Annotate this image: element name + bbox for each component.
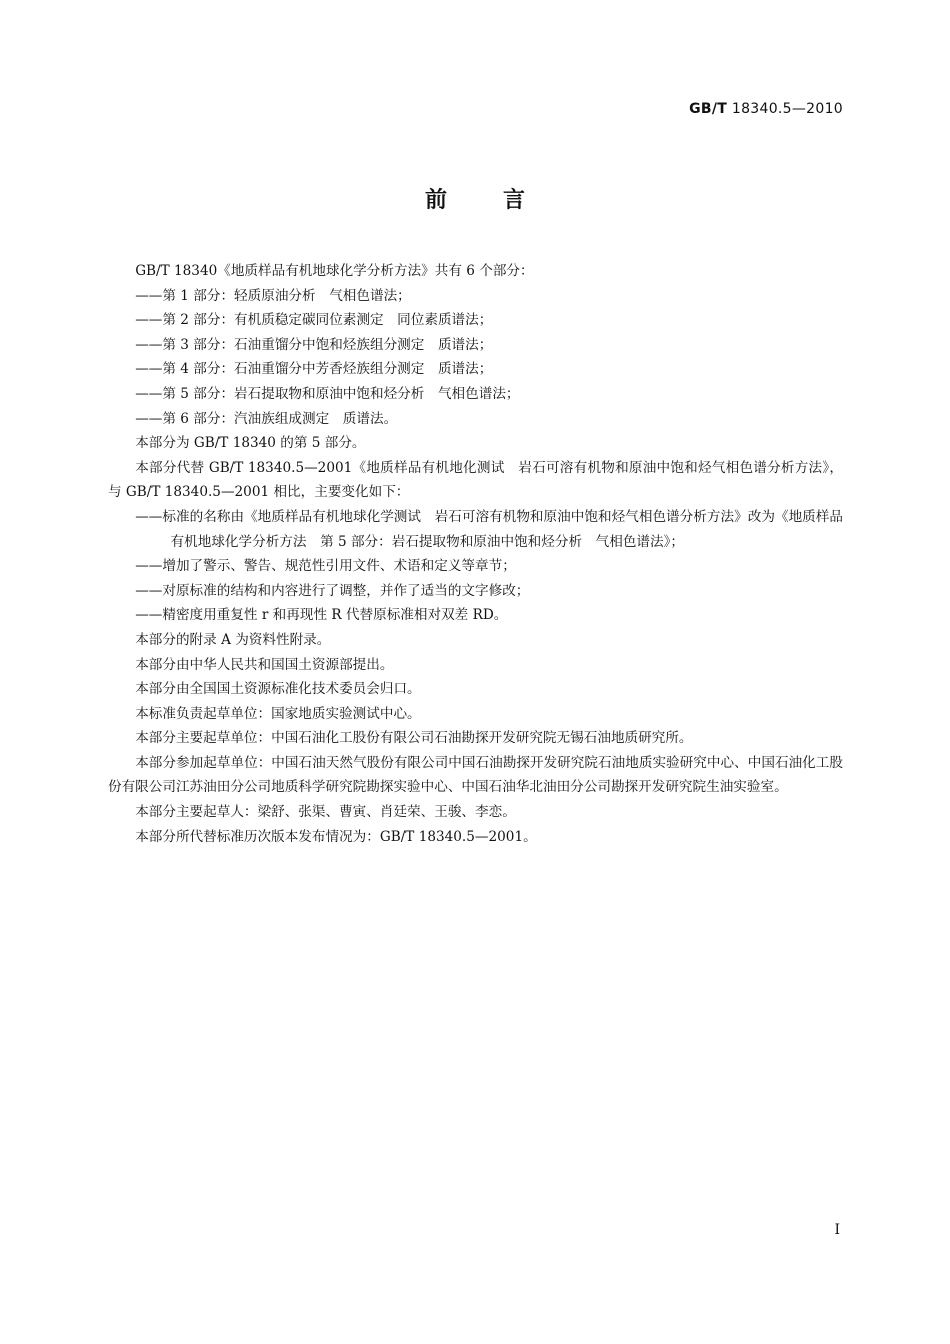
standard-code-prefix: GB/T — [689, 101, 728, 117]
list-item: ——第 2 部分：有机质稳定碳同位素测定 同位素质谱法； — [135, 312, 493, 329]
list-item: ——标准的名称由《地质样品有机地球化学测试 岩石可溶有机物和原油中饱和烃气相色谱分析方法》改为《地质样品有机地球化学分析方法 第 5 部分：岩石提取物和原油中饱和烃分析 气相色谱法》； — [135, 508, 843, 550]
paragraph: 本部分为 GB/T 18340 的第 5 部分。 — [135, 435, 366, 452]
standard-code-number: 18340.5—2010 — [731, 101, 843, 117]
list-item: ——第 4 部分：石油重馏分中芳香烃族组分测定 质谱法； — [135, 361, 493, 378]
list-item: ——对原标准的结构和内容进行了调整，并作了适当的文字修改； — [135, 582, 530, 599]
paragraph: 本部分由中华人民共和国国土资源部提出。 — [135, 656, 394, 673]
list-item: ——第 3 部分：石油重馏分中饱和烃族组分测定 质谱法； — [135, 336, 493, 353]
page-title: 前言 — [424, 188, 581, 213]
paragraph: 本标准负责起草单位：国家地质实验测试中心。 — [135, 705, 421, 722]
paragraph: 本部分主要起草人：梁舒、张渠、曹寅、肖廷荣、王骏、李恋。 — [135, 804, 516, 821]
list-item: ——第 5 部分：岩石提取物和原油中饱和烃分析 气相色谱法； — [135, 385, 520, 402]
list-item: ——第 1 部分：轻质原油分析 气相色谱法； — [135, 287, 411, 304]
paragraph: 本部分由全国国土资源标准化技术委员会归口。 — [135, 681, 421, 698]
list-item: ——精密度用重复性 r 和再现性 R 代替原标准相对双差 RD。 — [135, 607, 508, 624]
list-item: ——第 6 部分：汽油族组成测定 质谱法。 — [135, 410, 398, 427]
list-item: ——增加了警示、警告、规范性引用文件、术语和定义等章节； — [135, 558, 516, 575]
foreword-body — [108, 259, 843, 849]
paragraph: 本部分所代替标准历次版本发布情况为：GB/T 18340.5—2001。 — [135, 828, 537, 845]
standard-code — [689, 101, 843, 117]
paragraph: GB/T 18340《地质样品有机地球化学分析方法》共有 6 个部分： — [135, 263, 534, 279]
page-number: I — [834, 1222, 840, 1238]
paragraph: 本部分参加起草单位：中国石油天然气股份有限公司中国石油勘探开发研究院石油地质实验研究中心、中国石油化工股份有限公司江苏油田分公司地质科学研究院勘探实验中心、中国石油华北油田分公司勘探开发研究院生油实验室。 — [108, 754, 843, 796]
paragraph: 本部分代替 GB/T 18340.5—2001《地质样品有机地化测试 岩石可溶有机物和原油中饱和烃气相色谱分析方法》，与 GB/T 18340.5—2001 相比，主要变化如下： — [108, 459, 843, 501]
paragraph: 本部分的附录 A 为资料性附录。 — [135, 631, 331, 648]
paragraph: 本部分主要起草单位：中国石油化工股份有限公司石油勘探开发研究院无锡石油地质研究所。 — [135, 730, 693, 747]
